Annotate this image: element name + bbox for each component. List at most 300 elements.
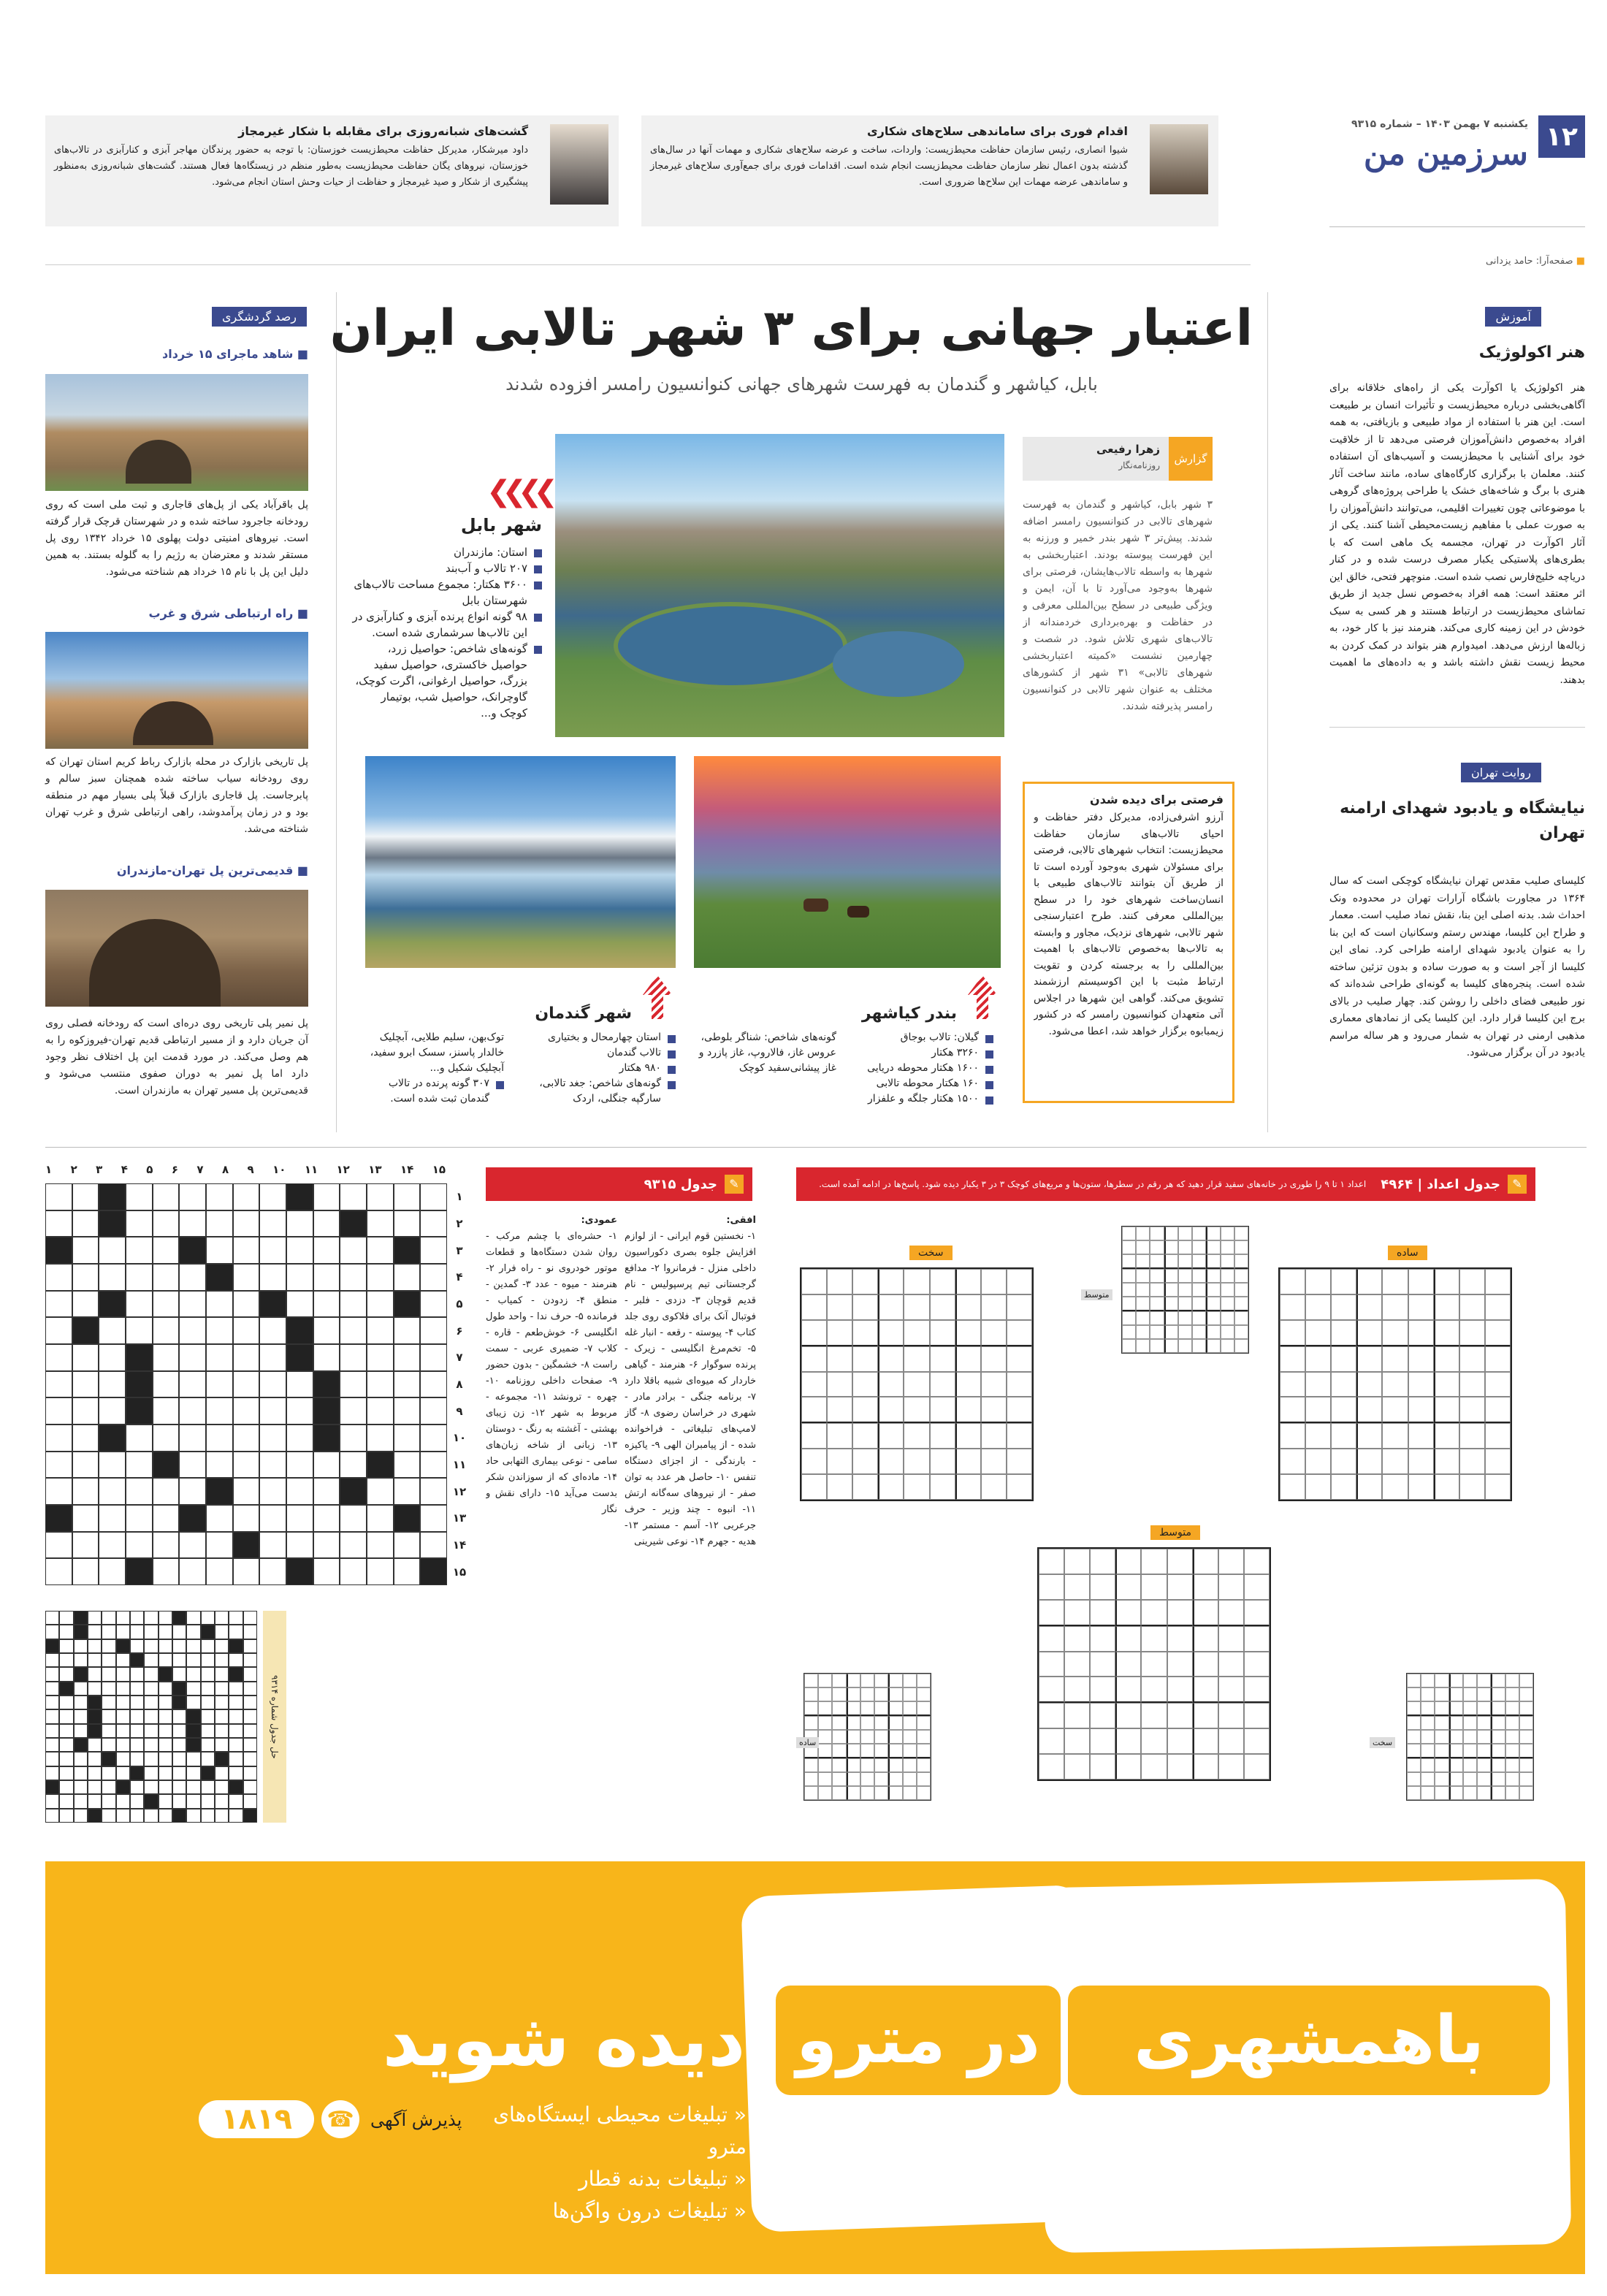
crossword-cell[interactable]: [420, 1505, 447, 1532]
sudoku-cell[interactable]: [1064, 1574, 1090, 1600]
sudoku-cell[interactable]: [981, 1320, 1007, 1346]
sudoku-cell[interactable]: [1434, 1294, 1459, 1320]
crossword-cell[interactable]: [286, 1344, 313, 1371]
crossword-cell[interactable]: [367, 1505, 394, 1532]
sudoku-cell[interactable]: [1244, 1600, 1270, 1626]
sudoku-cell[interactable]: [1244, 1728, 1270, 1754]
sudoku-cell[interactable]: [801, 1372, 827, 1397]
sudoku-cell[interactable]: [1434, 1269, 1459, 1294]
sudoku-cell[interactable]: [1280, 1346, 1305, 1372]
crossword-cell[interactable]: [259, 1317, 286, 1344]
sudoku-cell[interactable]: [801, 1449, 827, 1474]
sudoku-cell[interactable]: [1115, 1574, 1141, 1600]
sudoku-cell[interactable]: [1167, 1574, 1193, 1600]
sudoku-cell[interactable]: [1485, 1397, 1511, 1423]
crossword-cell[interactable]: [72, 1424, 99, 1452]
sudoku-cell[interactable]: [827, 1294, 852, 1320]
crossword-cell[interactable]: [286, 1452, 313, 1479]
crossword-cell[interactable]: [126, 1210, 153, 1237]
crossword-cell[interactable]: [367, 1264, 394, 1291]
sudoku-cell[interactable]: [1007, 1372, 1032, 1397]
sudoku-cell[interactable]: [1356, 1474, 1382, 1500]
sudoku-cell[interactable]: [1064, 1677, 1090, 1703]
sudoku-cell[interactable]: [1280, 1294, 1305, 1320]
sudoku-cell[interactable]: [827, 1423, 852, 1449]
crossword-cell[interactable]: [420, 1397, 447, 1424]
sudoku-cell[interactable]: [1039, 1626, 1064, 1652]
crossword-cell[interactable]: [313, 1264, 340, 1291]
sudoku-easy[interactable]: [1278, 1267, 1512, 1501]
crossword-cell[interactable]: [45, 1397, 72, 1424]
crossword-cell[interactable]: [313, 1183, 340, 1210]
crossword-cell[interactable]: [367, 1452, 394, 1479]
crossword-cell[interactable]: [45, 1505, 72, 1532]
crossword-cell[interactable]: [367, 1237, 394, 1264]
sudoku-cell[interactable]: [878, 1269, 904, 1294]
crossword-cell[interactable]: [340, 1237, 367, 1264]
crossword-cell[interactable]: [233, 1210, 260, 1237]
crossword-cell[interactable]: [45, 1424, 72, 1452]
crossword-cell[interactable]: [340, 1183, 367, 1210]
sudoku-cell[interactable]: [1039, 1600, 1064, 1626]
sudoku-cell[interactable]: [1408, 1474, 1434, 1500]
sudoku-cell[interactable]: [1007, 1449, 1032, 1474]
sudoku-cell[interactable]: [1434, 1449, 1459, 1474]
crossword-cell[interactable]: [259, 1237, 286, 1264]
sudoku-cell[interactable]: [1280, 1269, 1305, 1294]
sudoku-cell[interactable]: [930, 1269, 955, 1294]
sudoku-cell[interactable]: [904, 1346, 929, 1372]
crossword-cell[interactable]: [233, 1317, 260, 1344]
sudoku-cell[interactable]: [1382, 1294, 1408, 1320]
sudoku-cell[interactable]: [1064, 1549, 1090, 1574]
sudoku-cell[interactable]: [827, 1269, 852, 1294]
sudoku-cell[interactable]: [1090, 1549, 1115, 1574]
crossword-cell[interactable]: [72, 1344, 99, 1371]
sudoku-cell[interactable]: [1064, 1728, 1090, 1754]
crossword-cell[interactable]: [153, 1558, 180, 1585]
sudoku-cell[interactable]: [1459, 1397, 1485, 1423]
sudoku-cell[interactable]: [904, 1449, 929, 1474]
crossword-cell[interactable]: [126, 1291, 153, 1318]
crossword-cell[interactable]: [259, 1371, 286, 1398]
crossword-cell[interactable]: [126, 1558, 153, 1585]
sudoku-cell[interactable]: [930, 1346, 955, 1372]
crossword-cell[interactable]: [340, 1317, 367, 1344]
crossword-cell[interactable]: [313, 1371, 340, 1398]
crossword-cell[interactable]: [394, 1317, 421, 1344]
crossword-cell[interactable]: [153, 1317, 180, 1344]
crossword-cell[interactable]: [179, 1424, 206, 1452]
sudoku-cell[interactable]: [827, 1372, 852, 1397]
crossword-cell[interactable]: [394, 1237, 421, 1264]
sudoku-cell[interactable]: [1115, 1728, 1141, 1754]
crossword-cell[interactable]: [179, 1344, 206, 1371]
sudoku-cell[interactable]: [955, 1346, 981, 1372]
sudoku-cell[interactable]: [1280, 1397, 1305, 1423]
sudoku-cell[interactable]: [1007, 1269, 1032, 1294]
sudoku-cell[interactable]: [1408, 1269, 1434, 1294]
crossword-cell[interactable]: [126, 1371, 153, 1398]
crossword-cell[interactable]: [420, 1478, 447, 1505]
crossword-cell[interactable]: [259, 1478, 286, 1505]
sudoku-cell[interactable]: [1039, 1728, 1064, 1754]
crossword-cell[interactable]: [233, 1424, 260, 1452]
crossword-cell[interactable]: [367, 1478, 394, 1505]
crossword-cell[interactable]: [233, 1532, 260, 1559]
sudoku-cell[interactable]: [878, 1294, 904, 1320]
crossword-cell[interactable]: [153, 1237, 180, 1264]
sudoku-cell[interactable]: [1331, 1294, 1356, 1320]
sudoku-cell[interactable]: [1167, 1600, 1193, 1626]
sudoku-cell[interactable]: [1305, 1474, 1331, 1500]
sudoku-cell[interactable]: [1434, 1474, 1459, 1500]
sudoku-cell[interactable]: [801, 1397, 827, 1423]
crossword-cell[interactable]: [233, 1291, 260, 1318]
crossword-cell[interactable]: [367, 1291, 394, 1318]
crossword-cell[interactable]: [286, 1291, 313, 1318]
sudoku-cell[interactable]: [1305, 1294, 1331, 1320]
crossword-cell[interactable]: [259, 1264, 286, 1291]
sudoku-cell[interactable]: [1167, 1728, 1193, 1754]
crossword-cell[interactable]: [126, 1317, 153, 1344]
sudoku-cell[interactable]: [1356, 1346, 1382, 1372]
crossword-cell[interactable]: [153, 1291, 180, 1318]
crossword-cell[interactable]: [206, 1371, 233, 1398]
sudoku-cell[interactable]: [955, 1423, 981, 1449]
crossword-cell[interactable]: [99, 1532, 126, 1559]
crossword-cell[interactable]: [45, 1452, 72, 1479]
sudoku-cell[interactable]: [1434, 1423, 1459, 1449]
sudoku-cell[interactable]: [878, 1397, 904, 1423]
sudoku-cell[interactable]: [955, 1269, 981, 1294]
sudoku-cell[interactable]: [1485, 1294, 1511, 1320]
sudoku-cell[interactable]: [1434, 1372, 1459, 1397]
sudoku-cell[interactable]: [1039, 1652, 1064, 1677]
crossword-cell[interactable]: [99, 1505, 126, 1532]
sudoku-cell[interactable]: [1408, 1397, 1434, 1423]
sudoku-cell[interactable]: [878, 1320, 904, 1346]
crossword-cell[interactable]: [259, 1452, 286, 1479]
crossword-cell[interactable]: [367, 1344, 394, 1371]
crossword-cell[interactable]: [420, 1291, 447, 1318]
sudoku-cell[interactable]: [1244, 1754, 1270, 1780]
crossword-cell[interactable]: [394, 1452, 421, 1479]
crossword-cell[interactable]: [99, 1183, 126, 1210]
sudoku-cell[interactable]: [981, 1269, 1007, 1294]
sudoku-cell[interactable]: [1305, 1397, 1331, 1423]
crossword-cell[interactable]: [72, 1397, 99, 1424]
crossword-cell[interactable]: [206, 1532, 233, 1559]
sudoku-cell[interactable]: [1141, 1703, 1167, 1728]
sudoku-cell[interactable]: [930, 1294, 955, 1320]
crossword-cell[interactable]: [313, 1532, 340, 1559]
crossword-cell[interactable]: [233, 1344, 260, 1371]
sudoku-cell[interactable]: [1305, 1320, 1331, 1346]
crossword-cell[interactable]: [72, 1452, 99, 1479]
sudoku-cell[interactable]: [1408, 1423, 1434, 1449]
crossword-cell[interactable]: [206, 1210, 233, 1237]
crossword-cell[interactable]: [313, 1558, 340, 1585]
crossword-cell[interactable]: [313, 1237, 340, 1264]
crossword-cell[interactable]: [99, 1478, 126, 1505]
crossword-cell[interactable]: [286, 1371, 313, 1398]
sudoku-cell[interactable]: [1459, 1346, 1485, 1372]
crossword-cell[interactable]: [233, 1478, 260, 1505]
sudoku-cell[interactable]: [1193, 1703, 1218, 1728]
sudoku-cell[interactable]: [1331, 1397, 1356, 1423]
sudoku-cell[interactable]: [1218, 1754, 1244, 1780]
crossword-cell[interactable]: [313, 1210, 340, 1237]
sudoku-cell[interactable]: [1356, 1423, 1382, 1449]
sudoku-cell[interactable]: [1039, 1549, 1064, 1574]
crossword-cell[interactable]: [126, 1478, 153, 1505]
crossword-cell[interactable]: [420, 1344, 447, 1371]
crossword-cell[interactable]: [233, 1371, 260, 1398]
sudoku-cell[interactable]: [1382, 1397, 1408, 1423]
sudoku-cell[interactable]: [827, 1346, 852, 1372]
crossword-cell[interactable]: [179, 1452, 206, 1479]
sudoku-cell[interactable]: [1193, 1549, 1218, 1574]
crossword-cell[interactable]: [206, 1291, 233, 1318]
sudoku-cell[interactable]: [1167, 1626, 1193, 1652]
crossword-cell[interactable]: [233, 1237, 260, 1264]
sudoku-cell[interactable]: [1305, 1269, 1331, 1294]
sudoku-cell[interactable]: [1090, 1703, 1115, 1728]
crossword-cell[interactable]: [72, 1210, 99, 1237]
sudoku-cell[interactable]: [1244, 1703, 1270, 1728]
crossword-cell[interactable]: [340, 1397, 367, 1424]
crossword-cell[interactable]: [72, 1237, 99, 1264]
sudoku-cell[interactable]: [1218, 1703, 1244, 1728]
sudoku-cell[interactable]: [1141, 1728, 1167, 1754]
crossword-cell[interactable]: [286, 1264, 313, 1291]
sudoku-cell[interactable]: [1244, 1574, 1270, 1600]
sudoku-cell[interactable]: [930, 1397, 955, 1423]
crossword-cell[interactable]: [45, 1532, 72, 1559]
crossword-cell[interactable]: [259, 1397, 286, 1424]
sudoku-cell[interactable]: [801, 1294, 827, 1320]
sudoku-cell[interactable]: [1459, 1449, 1485, 1474]
sudoku-cell[interactable]: [852, 1294, 878, 1320]
sudoku-cell[interactable]: [852, 1474, 878, 1500]
sudoku-cell[interactable]: [1167, 1652, 1193, 1677]
sudoku-cell[interactable]: [1244, 1549, 1270, 1574]
crossword-cell[interactable]: [45, 1344, 72, 1371]
sudoku-cell[interactable]: [1141, 1549, 1167, 1574]
sudoku-cell[interactable]: [1331, 1474, 1356, 1500]
sudoku-cell[interactable]: [1280, 1423, 1305, 1449]
crossword-cell[interactable]: [394, 1532, 421, 1559]
crossword-cell[interactable]: [99, 1424, 126, 1452]
crossword-cell[interactable]: [126, 1532, 153, 1559]
sudoku-cell[interactable]: [1039, 1703, 1064, 1728]
crossword-cell[interactable]: [394, 1264, 421, 1291]
sudoku-cell[interactable]: [1408, 1346, 1434, 1372]
crossword-cell[interactable]: [313, 1397, 340, 1424]
crossword-cell[interactable]: [153, 1210, 180, 1237]
sudoku-cell[interactable]: [1244, 1626, 1270, 1652]
sudoku-cell[interactable]: [955, 1449, 981, 1474]
crossword-cell[interactable]: [367, 1210, 394, 1237]
sudoku-cell[interactable]: [1218, 1549, 1244, 1574]
sudoku-cell[interactable]: [1193, 1754, 1218, 1780]
crossword-cell[interactable]: [72, 1317, 99, 1344]
crossword-cell[interactable]: [420, 1424, 447, 1452]
crossword-cell[interactable]: [206, 1237, 233, 1264]
sudoku-cell[interactable]: [930, 1423, 955, 1449]
sudoku-cell[interactable]: [1382, 1372, 1408, 1397]
sudoku-medium[interactable]: [1037, 1547, 1271, 1781]
crossword-cell[interactable]: [179, 1210, 206, 1237]
sudoku-cell[interactable]: [1090, 1754, 1115, 1780]
crossword-cell[interactable]: [340, 1210, 367, 1237]
sudoku-cell[interactable]: [930, 1372, 955, 1397]
sudoku-cell[interactable]: [1280, 1449, 1305, 1474]
sudoku-cell[interactable]: [1331, 1423, 1356, 1449]
sudoku-cell[interactable]: [1356, 1397, 1382, 1423]
sudoku-cell[interactable]: [904, 1320, 929, 1346]
sudoku-cell[interactable]: [878, 1449, 904, 1474]
sudoku-cell[interactable]: [878, 1346, 904, 1372]
sudoku-cell[interactable]: [1167, 1754, 1193, 1780]
crossword-cell[interactable]: [420, 1183, 447, 1210]
sudoku-cell[interactable]: [1064, 1626, 1090, 1652]
crossword-cell[interactable]: [286, 1558, 313, 1585]
sudoku-cell[interactable]: [1244, 1677, 1270, 1703]
sudoku-cell[interactable]: [1356, 1269, 1382, 1294]
crossword-cell[interactable]: [340, 1371, 367, 1398]
crossword-cell[interactable]: [394, 1371, 421, 1398]
sudoku-cell[interactable]: [1218, 1677, 1244, 1703]
crossword-cell[interactable]: [206, 1505, 233, 1532]
sudoku-cell[interactable]: [1459, 1320, 1485, 1346]
crossword-cell[interactable]: [286, 1397, 313, 1424]
sudoku-cell[interactable]: [1141, 1652, 1167, 1677]
sudoku-cell[interactable]: [1459, 1474, 1485, 1500]
crossword-cell[interactable]: [313, 1344, 340, 1371]
crossword-cell[interactable]: [420, 1264, 447, 1291]
crossword-cell[interactable]: [286, 1532, 313, 1559]
sudoku-cell[interactable]: [1305, 1346, 1331, 1372]
sudoku-cell[interactable]: [1193, 1728, 1218, 1754]
sudoku-cell[interactable]: [1459, 1294, 1485, 1320]
crossword-cell[interactable]: [126, 1397, 153, 1424]
sudoku-cell[interactable]: [1007, 1397, 1032, 1423]
sudoku-cell[interactable]: [827, 1320, 852, 1346]
crossword-cell[interactable]: [99, 1264, 126, 1291]
sudoku-cell[interactable]: [930, 1320, 955, 1346]
crossword-cell[interactable]: [72, 1478, 99, 1505]
sudoku-cell[interactable]: [827, 1397, 852, 1423]
crossword-cell[interactable]: [367, 1397, 394, 1424]
sudoku-cell[interactable]: [1193, 1600, 1218, 1626]
sudoku-cell[interactable]: [981, 1423, 1007, 1449]
crossword-cell[interactable]: [340, 1264, 367, 1291]
sudoku-cell[interactable]: [1356, 1294, 1382, 1320]
crossword-cell[interactable]: [153, 1344, 180, 1371]
crossword-cell[interactable]: [340, 1558, 367, 1585]
sudoku-cell[interactable]: [1007, 1474, 1032, 1500]
crossword-cell[interactable]: [72, 1558, 99, 1585]
crossword-cell[interactable]: [420, 1317, 447, 1344]
sudoku-cell[interactable]: [878, 1423, 904, 1449]
crossword-cell[interactable]: [72, 1505, 99, 1532]
crossword-cell[interactable]: [126, 1344, 153, 1371]
crossword-cell[interactable]: [367, 1532, 394, 1559]
sudoku-cell[interactable]: [981, 1372, 1007, 1397]
crossword-cell[interactable]: [420, 1210, 447, 1237]
crossword-cell[interactable]: [179, 1237, 206, 1264]
crossword-cell[interactable]: [45, 1210, 72, 1237]
sudoku-cell[interactable]: [852, 1269, 878, 1294]
sudoku-cell[interactable]: [1218, 1574, 1244, 1600]
sudoku-cell[interactable]: [1356, 1320, 1382, 1346]
crossword-cell[interactable]: [367, 1424, 394, 1452]
sudoku-cell[interactable]: [1331, 1449, 1356, 1474]
crossword-cell[interactable]: [367, 1183, 394, 1210]
crossword-cell[interactable]: [259, 1424, 286, 1452]
sudoku-cell[interactable]: [852, 1449, 878, 1474]
sudoku-cell[interactable]: [801, 1269, 827, 1294]
crossword-cell[interactable]: [367, 1371, 394, 1398]
sudoku-cell[interactable]: [1485, 1269, 1511, 1294]
sudoku-cell[interactable]: [955, 1474, 981, 1500]
crossword-cell[interactable]: [286, 1237, 313, 1264]
crossword-cell[interactable]: [45, 1371, 72, 1398]
crossword-cell[interactable]: [394, 1505, 421, 1532]
crossword-cell[interactable]: [259, 1558, 286, 1585]
sudoku-cell[interactable]: [1485, 1449, 1511, 1474]
crossword-cell[interactable]: [179, 1291, 206, 1318]
crossword-cell[interactable]: [286, 1210, 313, 1237]
crossword-cell[interactable]: [340, 1291, 367, 1318]
crossword-cell[interactable]: [72, 1532, 99, 1559]
crossword-cell[interactable]: [313, 1424, 340, 1452]
crossword-cell[interactable]: [367, 1558, 394, 1585]
sudoku-cell[interactable]: [1115, 1600, 1141, 1626]
crossword-cell[interactable]: [153, 1532, 180, 1559]
sudoku-cell[interactable]: [904, 1294, 929, 1320]
crossword-cell[interactable]: [45, 1291, 72, 1318]
sudoku-cell[interactable]: [1193, 1677, 1218, 1703]
crossword-cell[interactable]: [99, 1371, 126, 1398]
crossword-cell[interactable]: [259, 1291, 286, 1318]
sudoku-cell[interactable]: [1193, 1626, 1218, 1652]
sudoku-cell[interactable]: [904, 1397, 929, 1423]
crossword-cell[interactable]: [153, 1452, 180, 1479]
sudoku-cell[interactable]: [904, 1423, 929, 1449]
sudoku-cell[interactable]: [904, 1372, 929, 1397]
crossword-cell[interactable]: [179, 1532, 206, 1559]
sudoku-cell[interactable]: [1007, 1423, 1032, 1449]
sudoku-cell[interactable]: [1356, 1372, 1382, 1397]
sudoku-cell[interactable]: [1007, 1346, 1032, 1372]
sudoku-cell[interactable]: [1382, 1449, 1408, 1474]
crossword-cell[interactable]: [126, 1505, 153, 1532]
crossword-cell[interactable]: [233, 1505, 260, 1532]
sudoku-cell[interactable]: [1090, 1652, 1115, 1677]
crossword-cell[interactable]: [259, 1344, 286, 1371]
sudoku-cell[interactable]: [1115, 1626, 1141, 1652]
sudoku-cell[interactable]: [955, 1320, 981, 1346]
crossword-cell[interactable]: [99, 1558, 126, 1585]
sudoku-cell[interactable]: [1408, 1372, 1434, 1397]
sudoku-cell[interactable]: [1193, 1652, 1218, 1677]
crossword-grid[interactable]: [45, 1183, 447, 1585]
crossword-cell[interactable]: [313, 1505, 340, 1532]
crossword-cell[interactable]: [179, 1397, 206, 1424]
